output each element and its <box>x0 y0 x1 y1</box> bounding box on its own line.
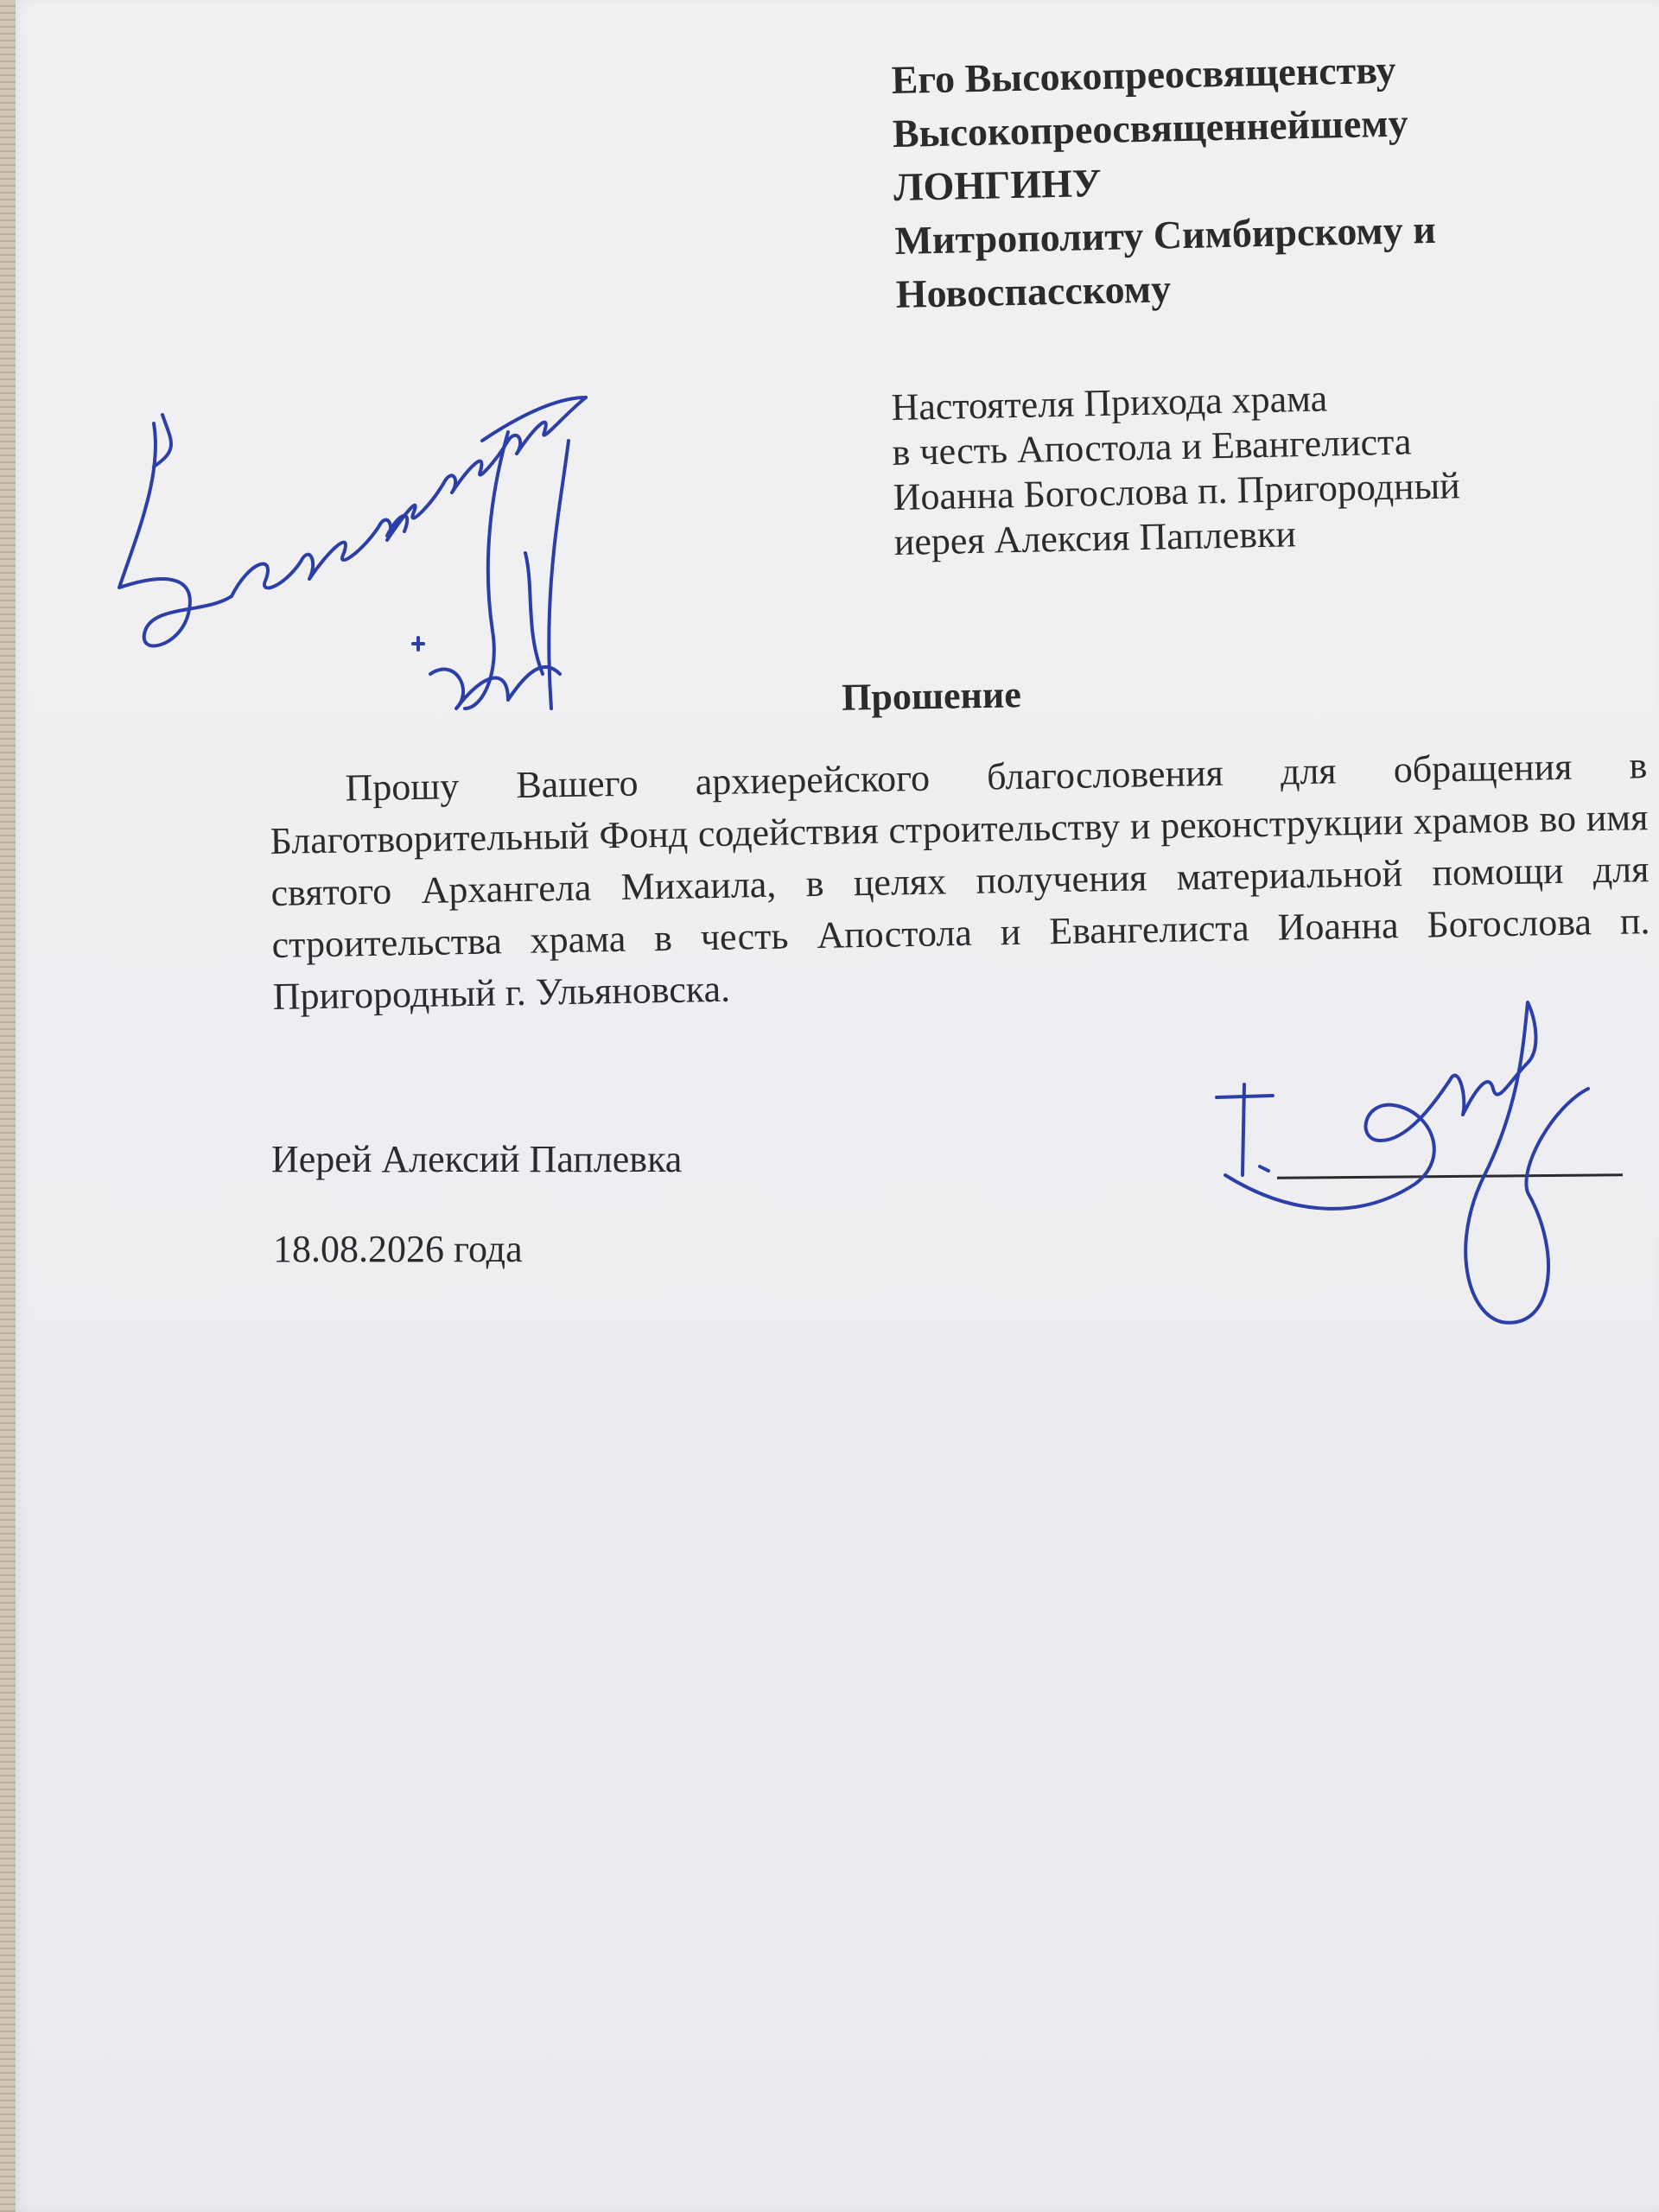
sender-line: в честь Апостола и Евангелиста <box>892 420 1412 474</box>
sender-block <box>891 371 1603 565</box>
document-title: Прошение <box>841 673 1022 719</box>
addressee-line: Его Высокопреосвященству <box>891 47 1396 102</box>
petition-body: Прошу Вашего архиерейского благословения для обращения в Благотворительный Фонд содействия строительству и реконструкции храмов во имя святого Архангела Михаила, в целях получения материальной помощи для строительства храма в честь Апостола и Евангелиста Иоанна Богослова п. Пригородный г. Ульяновска. <box>270 744 1650 1018</box>
document-page <box>16 0 1659 2212</box>
sender-line: иерея Алексия Паплевки <box>893 512 1297 563</box>
signer-name: Иерей Алексий Паплевка <box>271 1138 683 1180</box>
addressee-block <box>891 39 1605 321</box>
addressee-line: Высокопреосвященнейшему <box>892 100 1409 156</box>
document-date: 18.08.2026 года <box>273 1228 523 1270</box>
addressee-line: Митрополиту Симбирскому и <box>894 207 1437 263</box>
paper-edge <box>0 0 16 2212</box>
addressee-line: Новоспасскому <box>895 266 1172 316</box>
bishop-signature <box>396 415 620 726</box>
signer-signature <box>1191 968 1605 1339</box>
sender-line: Настоятеля Прихода храма <box>891 377 1328 429</box>
sender-line: Иоанна Богослова п. Пригородный <box>893 464 1461 518</box>
addressee-line: ЛОНГИНУ <box>893 160 1103 209</box>
